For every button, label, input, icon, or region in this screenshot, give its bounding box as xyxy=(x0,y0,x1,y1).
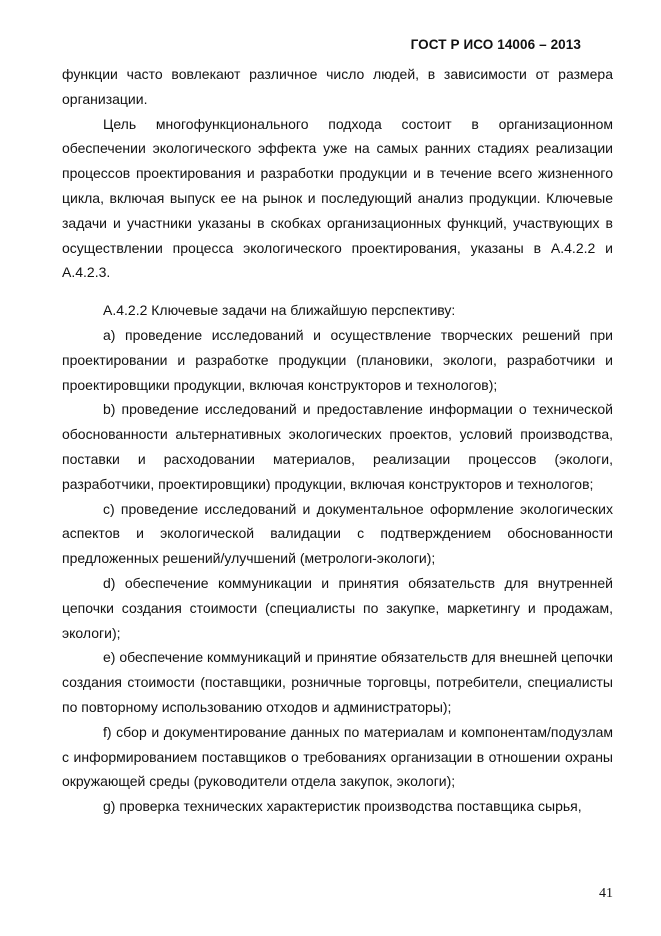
paragraph-continuation: функции часто вовлекают различное число людей, в зависимости от размера организации. xyxy=(62,66,613,107)
list-item-b: b) проведение исследований и предоставление информации о технической обоснованности альтернативных экологических проектов, условий производства, поставки и расходовании материалов, реализации процессов (экологи, разработчики, проектировщики) продукции, включая конструкторов и технологов; xyxy=(62,401,613,492)
section-heading-a422: А.4.2.2 Ключевые задачи на ближайшую перспективу: xyxy=(103,302,456,319)
list-item-a: a) проведение исследований и осуществление творческих решений при проектировании и разработке продукции (плановики, экологи, разработчики и проектировщики продукции, включая конструкторов и технологов); xyxy=(62,326,613,393)
list-item-f: f) сбор и документирование данных по материалам и компонентам/подузлам с информированием поставщиков о требованиях организации в отношении охраны окружающей среды (руководители отдела закупок, экологи); xyxy=(62,723,613,790)
page-number: 41 xyxy=(599,886,613,901)
list-item-e: e) обеспечение коммуникаций и принятие обязательств для внешней цепочки создания стоимости (поставщики, розничные торговцы, потребители, специалисты по повторному использованию отходов и администраторы); xyxy=(62,649,613,715)
list-item-g: g) проверка технических характеристик производства поставщика сырья, xyxy=(103,798,582,815)
document-body xyxy=(62,62,613,819)
paragraph-purpose: Цель многофункционального подхода состоит в организационном обеспечении экологического эффекта уже на самых ранних стадиях реализации процессов проектирования и разработки продукции и в течение всего жизненного цикла, включая выпуск ее на рынок и последующий анализ продукции. Ключевые задачи и участники указаны в скобках организационных функций, участвующих в осуществлении процесса экологического проектирования, указаны в А.4.2.2 и А.4.2.3. xyxy=(62,115,613,281)
document-code-header: ГОСТ Р ИСО 14006 – 2013 xyxy=(410,37,581,52)
list-item-d: d) обеспечение коммуникации и принятия обязательств для внутренней цепочки создания стоимости (специалисты по закупке, маркетингу и продажам, экологи); xyxy=(62,574,613,641)
list-item-c: c) проведение исследований и документальное оформление экологических аспектов и экологической валидации с подтверждением обоснованности предложенных решений/улучшений (метрологи-экологи); xyxy=(62,500,613,567)
